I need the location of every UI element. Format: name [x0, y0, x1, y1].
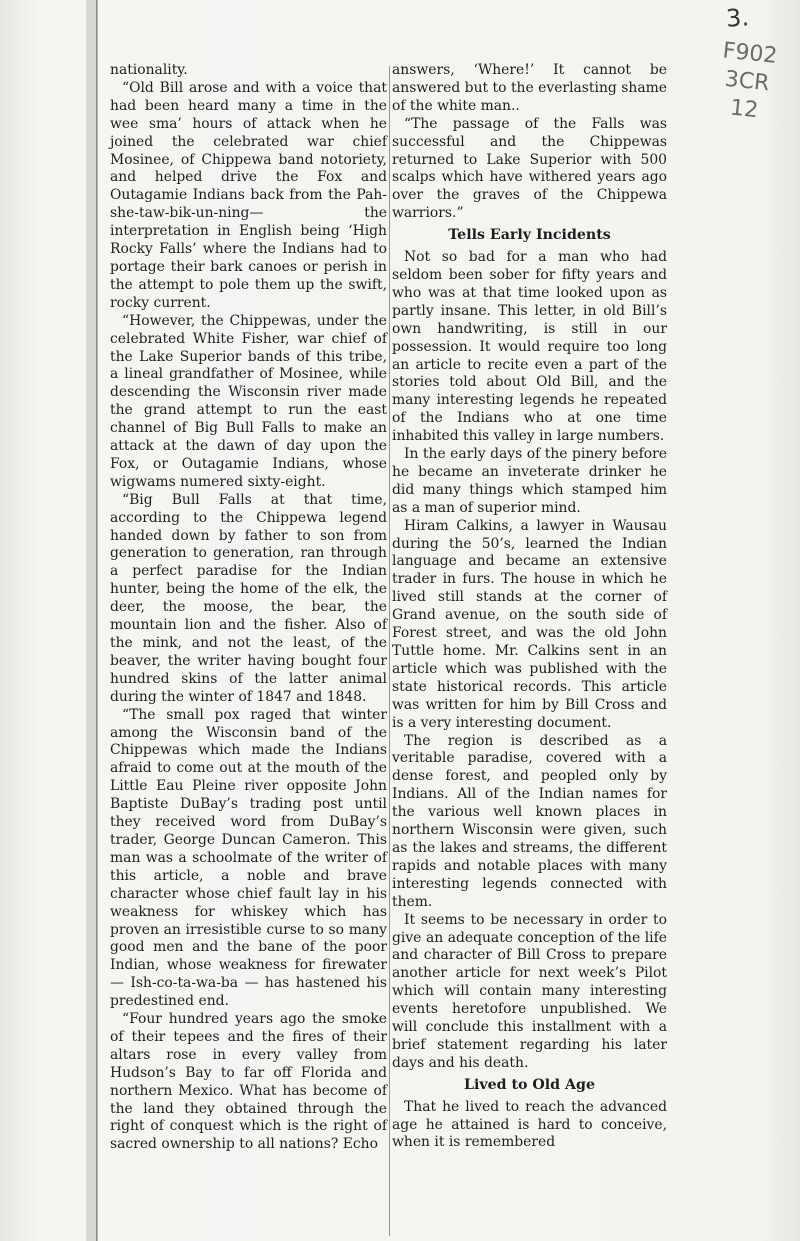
article-paragraph: The region is described as a veritable paradise, covered with a dense forest, and peopled only by Indians. All of the Indian names for the various well known places in northern Wisconsin were given, such as the lakes and streams, the different rapids and notable places with many interesting legends connected with them. [392, 732, 667, 910]
article-paragraph: “Big Bull Falls at that time, according to the Chippewa legend handed down by father to son from generation to generation, ran through a perfect paradise for the Indian hunter, being the home of the elk, the deer, the moose, the bear, the mountain lion and the fisher. Also of the mink, and not the least, of the beaver, the writer having bought four hundred skins of the latter animal during the winter of 1847 and 1848. [110, 491, 387, 705]
section-heading: Lived to Old Age [463, 1076, 595, 1093]
article-paragraph: In the early days of the pinery before he became an inveterate drinker he did many things which stamped him as a man of superior mind. [392, 446, 667, 516]
article-paragraph: Hiram Calkins, a lawyer in Wausau during the 50’s, learned the Indian language and became an extensive trader in furs. The house in which he lived still stands at the corner of Grand avenue, on the south side of Forest street, and was the old John Tuttle home. Mr. Calkins sent in an article which was published with the state historical records. This article was written for him by Bill Cross and is a very interesting document. [392, 517, 667, 731]
fold-line [97, 0, 98, 1241]
binding-strip [86, 0, 97, 1241]
article-paragraph: That he lived to reach the advanced age he attained is hard to conceive, when it is remembered [392, 1098, 667, 1151]
article-paragraph: “Old Bill arose and with a voice that had been heard many a time in the wee sma’ hours of attack when he joined the celebrated war chief Mosinee, of Chippewa band notoriety, and helped drive the Fox and Outagamie Indians back from the Pah-she-taw-bik-un-ning— the interpretation in English being ‘High Rocky Falls’ where the Indians had to portage their bark canoes or perish in the attempt to pole them up the swift, rocky current. [110, 79, 387, 311]
article-paragraph: Not so bad for a man who had seldom been sober for fifty years and who was at that time looked upon as partly insane. This letter, in old Bill’s own handwriting, is still in our possession. It would require too long an article to recite even a part of the stories told about Old Bill, and the many interesting legends he repeated of the Indians who at one time inhabited this valley in large numbers. [392, 249, 667, 445]
page-number: 3. [725, 3, 750, 33]
article-paragraph: “The small pox raged that winter among the Wisconsin band of the Chippewas which made the Indians afraid to come out at the mouth of the Little Eau Pleine river opposite John Baptiste DuBay’s trading post until they received word from DuBay’s trader, George Duncan Cameron. This man was a schoolmate of the writer of this article, a noble and brave character whose chief fault lay in his weakness for whiskey which has proven an irresistible curse to so many good men and the bane of the poor Indian, whose weakness for firewater— Ish-co-ta-wa-ba — has hastened his predestined end. [110, 706, 387, 1010]
handwritten-code [698, 36, 796, 129]
article-paragraph: “However, the Chippewas, under the celebrated White Fisher, war chief of the Lake Superior bands of this tribe, a lineal grandfather of Mosinee, while descending the Wisconsin river made the grand attempt to run the east channel of Big Bull Falls to make an attack at the dawn of day upon the Fox, or Outagamie Indians, whose wigwams numered sixty-eight. [110, 312, 387, 490]
left-column [110, 62, 387, 1154]
code-line: 3CR [723, 66, 771, 97]
right-column [392, 62, 667, 1152]
article-paragraph: “Four hundred years ago the smoke of their tepees and the fires of their altars rose in every valley from Hudson’s Bay to far off Florida and northern Mexico. What has become of the land they obtained through the right of conquest which is the right of sacred ownership to all nations? Echo [110, 1011, 387, 1153]
article-paragraph: “The passage of the Falls was successful and the Chippewas returned to Lake Superior with 500 scalps which have withered years ago over the graves of the Chippewa warriors.” [392, 115, 667, 222]
article-paragraph: nationality. [110, 62, 188, 78]
code-line: 12 [728, 95, 760, 124]
code-line: F902 [721, 38, 779, 69]
article-paragraph: answers, ‘Where!’ It cannot be answered but to the everlasting shame of the white man.. [392, 62, 667, 114]
column-rule [389, 66, 390, 1236]
section-heading: Tells Early Incidents [448, 227, 611, 244]
article-paragraph: It seems to be necessary in order to give an adequate conception of the life and character of Bill Cross to prepare another article for next week’s Pilot which will contain many interesting events heretofore unpublished. We will conclude this installment with a brief statement regarding his later days and his death. [392, 911, 667, 1071]
